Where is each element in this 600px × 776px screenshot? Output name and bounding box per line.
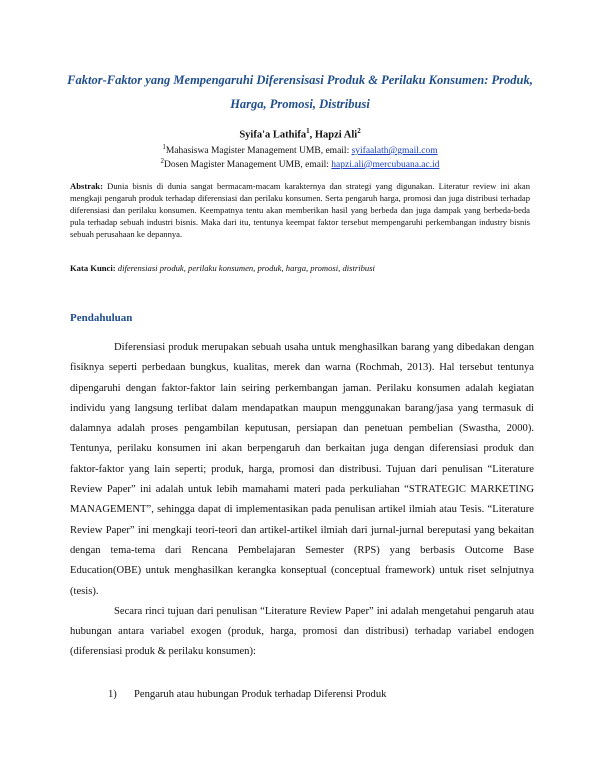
affiliation-1	[0, 143, 600, 156]
body-text	[70, 338, 534, 663]
abstract	[70, 180, 530, 240]
author-line	[0, 127, 600, 141]
affiliation-1-text: Mahasiswa Magister Management UMB, email:	[165, 146, 352, 157]
keywords-label: Kata Kunci:	[70, 263, 116, 273]
affiliation-2-text: Dosen Magister Management UMB, email:	[164, 160, 332, 171]
author-1-sup: 1	[306, 127, 310, 135]
paragraph-2: Secara rinci tujuan dari penulisan “Literature Review Paper” ini adalah mengetahui pengaruh atau hubungan antara variabel exogen (produk, harga, promosi dan distribusi) terhadap variabel endogen (diferensiasi produk & perilaku konsumen):	[70, 605, 534, 658]
affiliation-2-sup: 2	[160, 157, 165, 165]
affiliation-1-sup: 1	[162, 143, 166, 151]
affiliation-1-email-link[interactable]: syifaalath@gmail.com	[351, 146, 438, 157]
author-1: Syifa'a Lathifa	[239, 129, 307, 141]
list-item-text: Pengaruh atau hubungan Produk terhadap Diferensi Produk	[134, 689, 387, 700]
author-2: Hapzi Ali	[314, 129, 358, 141]
paper-title: Faktor-Faktor yang Mempengaruhi Diferensisasi Produk & Perilaku Konsumen: Produk, Harga, Promosi, Distribusi	[67, 73, 533, 111]
numbered-list	[108, 689, 386, 700]
affiliation-2-email-link[interactable]: hapzi.ali@mercubuana.ac.id	[331, 160, 440, 171]
keywords	[70, 263, 530, 273]
keywords-text: diferensiasi produk, perilaku konsumen, produk, harga, promosi, distribusi	[117, 263, 375, 273]
abstract-label: Abstrak:	[70, 181, 103, 191]
author-sep: ,	[309, 129, 315, 141]
paragraph-1: Diferensiasi produk merupakan sebuah usaha untuk menghasilkan barang yang dibedakan dengan fisiknya seperti perbedaan bungkus, kualitas, merek dan warna (Rochmah, 2013). Hal tersebut tentunya dipengaruhi dengan faktor-faktor lain seiring perkembangan jaman. Perilaku konsumen adalah kegiatan individu yang langsung terlibat dalam mendapatkan maupun menggunakan barang/jasa yang termasuk di dalamnya adalah proses pengambilan keputusan, persiapan dan penetuan pembelian (Swastha, 2000). Tentunya, perilaku konsumen ini akan berpengaruh dan berkaitan juga dengan diferensiasi produk dan faktor-faktor yang lain seperti; produk, harga, promosi dan distribusi. Tujuan dari penulisan “Literature Review Paper” ini adalah untuk lebih mamahami materi pada perkuliahan “STRATEGIC MARKETING MANAGEMENT”, sehingga dapat di implementasikan pada penulisan artikel ilmiah atau Tesis. “Literature Review Paper” ini mengkaji teori-teori dan artikel-artikel ilmiah dari jurnal-jurnal bereputasi yang bekaitan dengan tema-tema dari Rencana Pembelajaran Semester (RPS) yang berbasis Outcome Base Education(OBE) untuk menghasilkan kerangka konseptual (conceptual framework) untuk riset selnjutnya (tesis).	[70, 342, 534, 597]
list-item-number: 1)	[108, 689, 117, 700]
section-heading-pendahuluan: Pendahuluan	[70, 312, 133, 324]
author-2-sup: 2	[357, 127, 361, 135]
abstract-text: Dunia bisnis di dunia sangat bermacam-macam karakternya dan strategi yang digunakan. Literatur review ini akan mengkaji pengaruh produk terhadap diferensiasi dan perilaku konsumen. Serta pengaruh harga, promosi dan juga distribusi terhadap diferensiasi dan perilaku konsumen. Keempatnya tentu akan memberikan hasil yang berbeda dan juga dampak yang berbeda-beda pula terhadap sebuah industri bisnis. Maka dari itu, tentunya keempat faktor tersebut mempengaruhi perkembangan industry bisnis sebuah perusahaan ke depannya.	[70, 181, 530, 239]
affiliation-2	[0, 157, 600, 170]
list-item	[108, 689, 386, 700]
